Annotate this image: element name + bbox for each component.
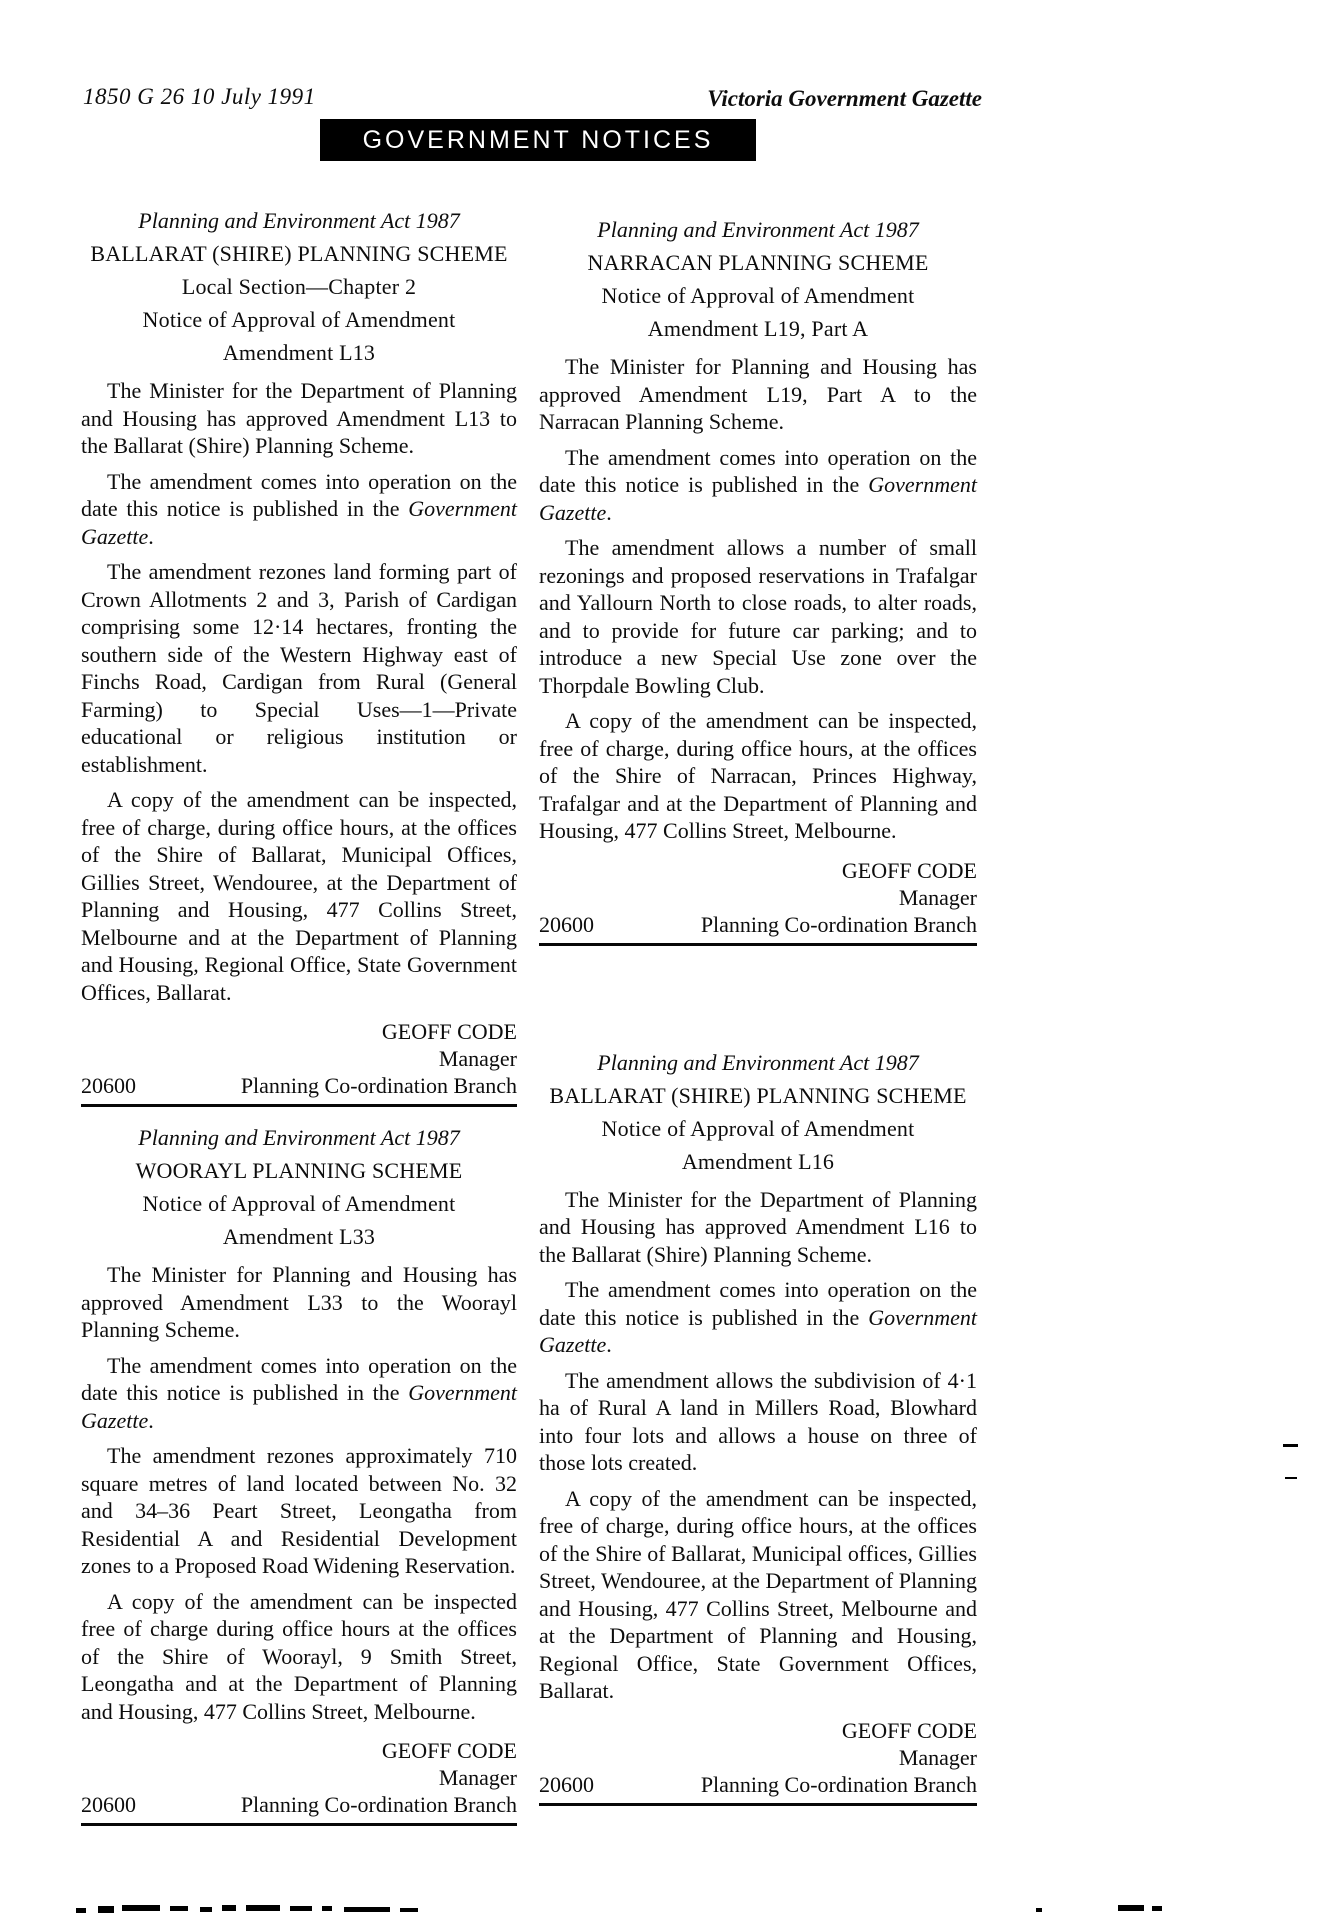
paragraph: The Minister for the Department of Planning and Housing has approved Amendment L13 to the Ballarat (Shire) Planning Scheme. xyxy=(81,378,517,458)
signature-block xyxy=(539,857,977,938)
section-heading: Local Section—Chapter 2 xyxy=(181,274,417,299)
scan-artifact xyxy=(170,1906,188,1911)
gazette-title: Victoria Government Gazette xyxy=(707,86,982,111)
paragraph: The amendment allows a number of small rezonings and proposed reservations in Trafalgar and Yallourn North to close roads, to alter roads, and to provide for future car parking; and to introduce a new Special Use zone over the Thorpdale Bowling Club. xyxy=(539,535,977,698)
signature-block xyxy=(81,1018,517,1099)
amendment-heading: Amendment L19, Part A xyxy=(647,316,869,341)
amendment-heading: Amendment L33 xyxy=(222,1224,376,1249)
notice-divider-rule xyxy=(81,1823,517,1826)
notice-ballarat-shire-l13 xyxy=(81,204,517,1107)
scan-artifact xyxy=(1283,1444,1298,1447)
signature-block xyxy=(539,1717,977,1798)
notice-number: 20600 xyxy=(539,911,594,937)
scan-artifact xyxy=(98,1906,114,1913)
act-title: Planning and Environment Act 1987 xyxy=(597,217,919,242)
scan-artifact xyxy=(290,1906,312,1911)
paragraph-text: The amendment comes into operation on the date this notice is published in the xyxy=(81,468,517,521)
paragraph-text: . xyxy=(606,1332,612,1357)
paragraph: The amendment rezones approximately 710 square metres of land located between No. 32 and 34–36 Peart Street, Leongatha from Residential A and Residential Development zones to a Proposed Road Widening Reservation. xyxy=(81,1443,517,1578)
left-column xyxy=(81,204,517,1826)
paragraph-text: The amendment comes into operation on the date this notice is published in the xyxy=(81,1352,517,1405)
signatory-name: GEOFF CODE xyxy=(841,857,977,883)
scheme-heading: NARRACAN PLANNING SCHEME xyxy=(587,250,929,275)
notice-type-heading: Notice of Approval of Amendment xyxy=(601,1115,915,1141)
column-gap xyxy=(81,1107,517,1121)
banner-label: GOVERNMENT NOTICES xyxy=(362,125,714,154)
amendment-heading: Amendment L13 xyxy=(222,340,376,365)
scan-artifact xyxy=(1036,1908,1042,1912)
scan-artifact xyxy=(344,1907,390,1912)
signature-row xyxy=(81,1791,517,1818)
paragraph: The amendment allows the subdivision of 4·1 ha of Rural A land in Millers Road, Blowhard into four lots and allows a house on three of those lots created. xyxy=(539,1367,977,1475)
scan-artifact xyxy=(1152,1906,1162,1911)
paragraph-text: . xyxy=(148,523,154,549)
paragraph xyxy=(81,468,517,551)
signatory-title: Manager xyxy=(898,1744,977,1770)
scan-artifact xyxy=(1285,1477,1297,1479)
paragraph xyxy=(81,1352,517,1435)
paragraph-text: The amendment comes into operation on the date this notice is published in the xyxy=(539,444,977,497)
scan-artifact xyxy=(400,1908,418,1912)
paragraph: A copy of the amendment can be inspected, free of charge, during office hours, at the offices of the Shire of Narracan, Princes Highway, Trafalgar and at the Department of Planning and Housing, 477 Collins Street, Melbourne. xyxy=(539,708,977,843)
gazette-italic: Government Gazette xyxy=(81,1380,517,1433)
gazette-italic: Government Gazette xyxy=(539,472,977,525)
amendment-heading: Amendment L16 xyxy=(681,1148,835,1174)
scan-artifact xyxy=(200,1907,212,1912)
signatory-name: GEOFF CODE xyxy=(841,1717,977,1743)
signatory-title: Manager xyxy=(898,884,977,910)
scan-artifact xyxy=(322,1906,332,1911)
column-gap xyxy=(539,946,977,1046)
branch-name: Planning Co-ordination Branch xyxy=(240,1073,517,1098)
scheme-heading: BALLARAT (SHIRE) PLANNING SCHEME xyxy=(90,241,508,266)
branch-name: Planning Co-ordination Branch xyxy=(700,911,977,937)
gazette-italic: Government Gazette xyxy=(81,496,517,549)
notice-divider-rule xyxy=(539,1803,977,1806)
notice-type-heading: Notice of Approval of Amendment xyxy=(142,1191,456,1216)
scan-artifact xyxy=(1118,1905,1144,1911)
paragraph: A copy of the amendment can be inspected, free of charge, during office hours, at the offices of the Shire of Ballarat, Municipal offices, Gillies Street, Wendouree, at the Department of Planning and Housing, 477 Collins Street, Melbourne and at the Department of Planning and Housing, Regional Office, State Government Offices, Ballarat. xyxy=(539,1485,977,1703)
scan-artifact xyxy=(122,1905,160,1911)
branch-name: Planning Co-ordination Branch xyxy=(240,1792,517,1817)
government-notices-banner xyxy=(320,119,756,161)
paragraph: A copy of the amendment can be inspected free of charge during office hours at the offices of the Shire of Woorayl, 9 Smith Street, Leongatha and at the Department of Planning and Housing, 477 Collins Street, Melbourne. xyxy=(81,1588,517,1724)
act-title: Planning and Environment Act 1987 xyxy=(138,208,460,233)
paragraph-text: . xyxy=(606,499,612,525)
scheme-heading: BALLARAT (SHIRE) PLANNING SCHEME xyxy=(549,1082,967,1108)
signature-row xyxy=(539,911,977,938)
paragraph: The Minister for the Department of Planning and Housing has approved Amendment L16 to the Ballarat (Shire) Planning Scheme. xyxy=(539,1186,977,1267)
signatory-title: Manager xyxy=(438,1765,517,1790)
scheme-heading: WOORAYL PLANNING SCHEME xyxy=(135,1158,463,1183)
scan-artifact xyxy=(76,1908,86,1913)
signature-row xyxy=(81,1072,517,1099)
notice-narracan-l19-part-a xyxy=(539,213,977,946)
gazette-italic: Government Gazette xyxy=(539,1304,977,1357)
notice-type-heading: Notice of Approval of Amendment xyxy=(601,283,915,308)
branch-name: Planning Co-ordination Branch xyxy=(700,1771,977,1797)
act-title: Planning and Environment Act 1987 xyxy=(597,1049,919,1075)
signature-row xyxy=(539,1771,977,1798)
notice-woorayl-l33 xyxy=(81,1121,517,1826)
paragraph-text: . xyxy=(148,1407,154,1433)
right-column xyxy=(539,213,977,1806)
paragraph: The Minister for Planning and Housing has approved Amendment L33 to the Woorayl Planning Scheme. xyxy=(81,1262,517,1342)
notice-number: 20600 xyxy=(81,1073,136,1098)
act-title: Planning and Environment Act 1987 xyxy=(138,1125,460,1150)
paragraph: A copy of the amendment can be inspected, free of charge, during office hours, at the offices of the Shire of Ballarat, Municipal Offices, Gillies Street, Wendouree, at the Department of Planning and Housing, 477 Collins Street, Melbourne and at the Department of Planning and Housing, Regional Office, State Government Offices, Ballarat. xyxy=(81,787,517,1005)
notice-type-heading: Notice of Approval of Amendment xyxy=(142,307,456,332)
paragraph: The amendment rezones land forming part of Crown Allotments 2 and 3, Parish of Cardigan comprising some 12·14 hectares, fronting the southern side of the Western Highway east of Finchs Road, Cardigan from Rural (General Farming) to Special Uses—1—Private educational or religious institution or establishment. xyxy=(81,559,517,777)
paragraph xyxy=(539,444,977,527)
signatory-name: GEOFF CODE xyxy=(381,1019,517,1044)
notice-number: 20600 xyxy=(81,1792,136,1817)
scan-artifact xyxy=(222,1905,236,1911)
paragraph-text: The amendment comes into operation on the date this notice is published in the xyxy=(539,1277,977,1330)
paragraph xyxy=(539,1276,977,1359)
signature-block xyxy=(81,1737,517,1818)
paragraph: The Minister for Planning and Housing has approved Amendment L19, Part A to the Narracan Planning Scheme. xyxy=(539,354,977,434)
notice-ballarat-shire-l16 xyxy=(539,1046,977,1806)
signatory-name: GEOFF CODE xyxy=(381,1738,517,1763)
scan-artifact xyxy=(246,1905,280,1911)
page-number-and-issue: 1850 G 26 10 July 1991 xyxy=(83,84,316,109)
signatory-title: Manager xyxy=(438,1046,517,1071)
notice-number: 20600 xyxy=(539,1771,594,1797)
